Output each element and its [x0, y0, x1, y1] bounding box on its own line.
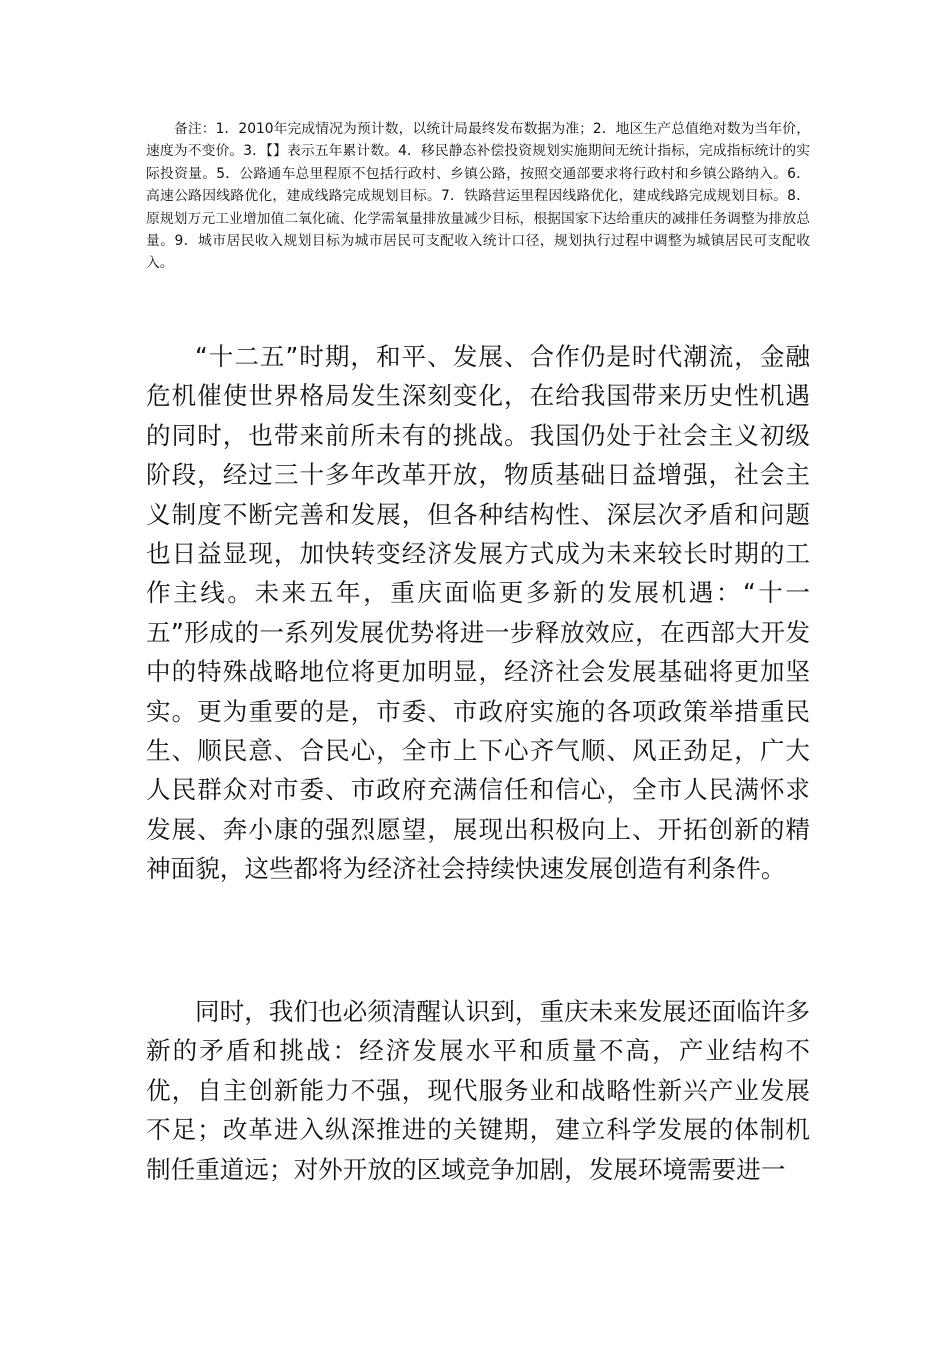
footnote-remarks: 备注：1．2010年完成情况为预计数，以统计局最终发布数据为准；2．地区生产总值绝对数为当年价，速度为不变价。3．【】表示五年累计数。4．移民静态补偿投资规划实施期间无统计指标，完成指标统计的实际投资量。5．公路通车总里程原不包括行政村、乡镇公路，按照交通部要求将行政村和乡镇公路纳入。6．高速公路因线路优化，建成线路完成规划目标。7．铁路营运里程因线路优化，建成线路完成规划目标。8．原规划万元工业增加值二氧化硫、化学需氧量排放量减少目标，根据国家下达给重庆的减排任务调整为排放总量。9．城市居民收入规划目标为城市居民可支配收入统计口径，规划执行过程中调整为城镇居民可支配收入。: [146, 121, 810, 272]
body-paragraph-2: 同时，我们也必须清醒认识到，重庆未来发展还面临许多新的矛盾和挑战：经济发展水平和质量不高，产业结构不优，自主创新能力不强，现代服务业和战略性新兴产业发展不足；改革进入纵深推进的关键期，建立科学发展的体制机制任重道远；对外开放的区域竞争加剧，发展环境需要进一: [146, 997, 810, 1184]
body-paragraph-1: “十二五”时期，和平、发展、合作仍是时代潮流，金融危机催使世界格局发生深刻变化，在给我国带来历史性机遇的同时，也带来前所未有的挑战。我国仍处于社会主义初级阶段，经过三十多年改革开放，物质基础日益增强，社会主义制度不断完善和发展，但各种结构性、深层次矛盾和问题也日益显现，加快转变经济发展方式成为未来较长时期的工作主线。未来五年，重庆面临更多新的发展机遇：“十一五”形成的一系列发展优势将进一步释放效应，在西部大开发中的特殊战略地位将更加明显，经济社会发展基础将更加坚实。更为重要的是，市委、市政府实施的各项政策举措重民生、顺民意、合民心，全市上下心齐气顺、风正劲足，广大人民群众对市委、市政府充满信任和信心，全市人民满怀求发展、奔小康的强烈愿望，展现出积极向上、开拓创新的精神面貌，这些都将为经济社会持续快速发展创造有利条件。: [146, 342, 810, 884]
